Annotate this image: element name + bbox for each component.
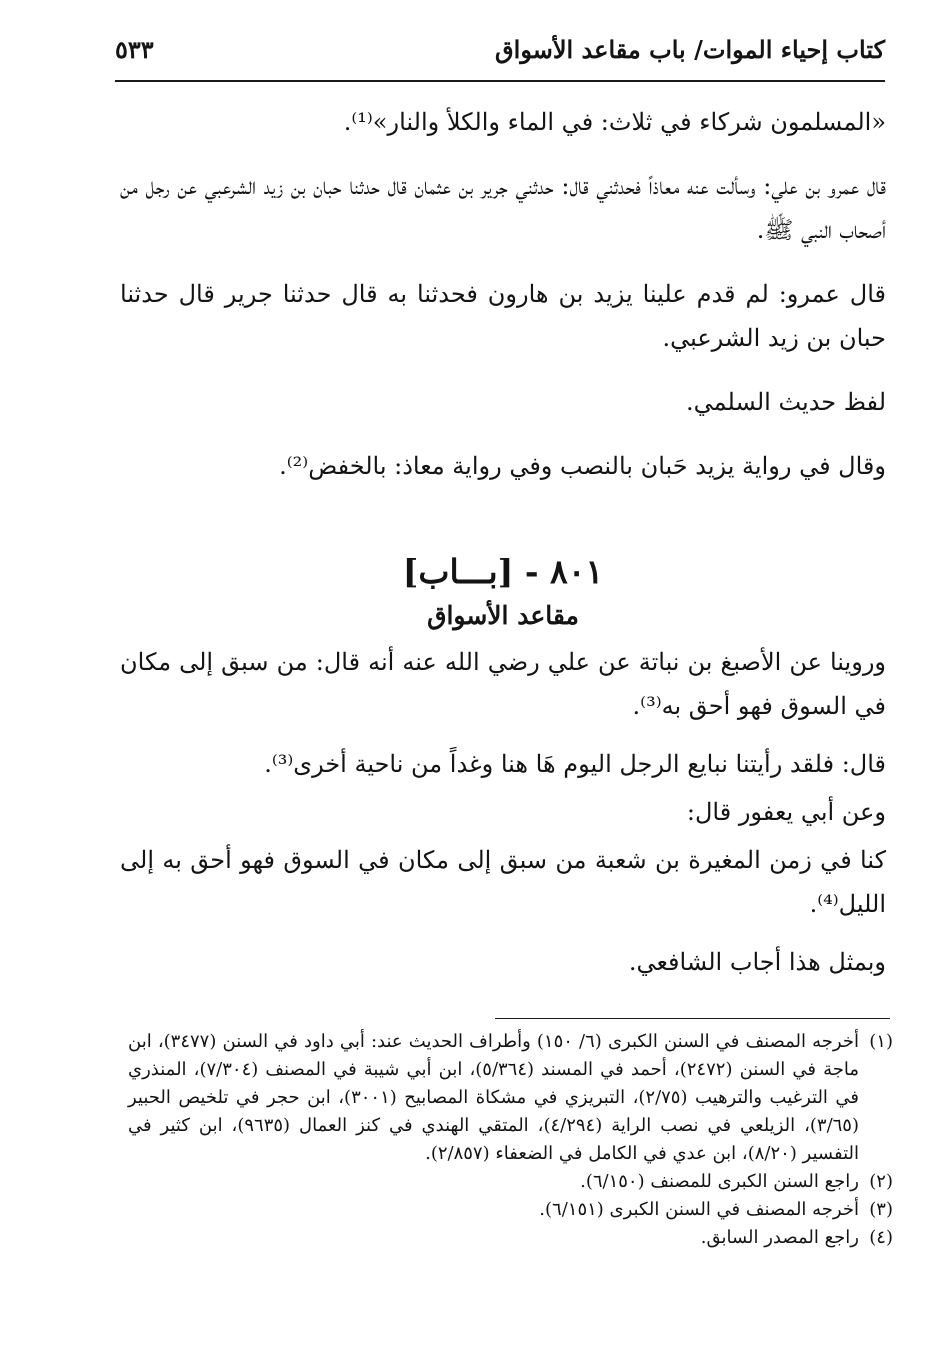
main-text xyxy=(120,100,886,984)
footnote-item xyxy=(128,1196,893,1224)
paragraph-vocalization-note: وقال في رواية يزيد حَبان بالنصب وفي رواية معاذ: بالخفض⁽²⁾. xyxy=(279,452,886,480)
paragraph-amr-isnad: قال عمرو بن علي: وسألت عنه معاذاً فحدثني قال: حدثني جرير بن عثمان قال حدثنا حبان بن زيد الشرعبي عن رجل من أصحاب النبي ﷺ. xyxy=(120,172,886,244)
footnote-item xyxy=(128,1028,893,1168)
paragraph-wording-note: لفظ حديث السلمي. xyxy=(685,388,886,416)
footnote-item xyxy=(128,1224,893,1252)
footnote-number: (١) xyxy=(869,1031,893,1052)
chapter-subtitle: مقاعد الأسواق xyxy=(427,601,579,630)
paragraph-abu-yafur-intro: وعن أبي يعفور قال: xyxy=(686,798,886,826)
footnote-rule xyxy=(495,1018,890,1019)
footnote-number: (٢) xyxy=(869,1171,893,1192)
running-header xyxy=(115,30,885,70)
footnote-text: أخرجه المصنف في السنن الكبرى (٦/١٥١). xyxy=(539,1199,859,1220)
footnote-text: راجع السنن الكبرى للمصنف (٦/١٥٠). xyxy=(580,1171,859,1192)
header-rule xyxy=(115,80,885,82)
footnote-item xyxy=(128,1168,893,1196)
footnote-number: (٤) xyxy=(869,1227,893,1248)
footnote-text: راجع المصدر السابق. xyxy=(700,1227,859,1248)
footnotes xyxy=(128,1028,893,1252)
footnote-text: أخرجه المصنف في السنن الكبرى (٦/ ١٥٠) وأطراف الحديث عند: أبي داود في السنن (٣٤٧٧)، ابن ماجة في السنن (٢٤٧٢)، أحمد في المسند (٥/٣٦٤)، ابن أبي شيبة في المصنف (٧/٣٠٤)، المنذري في الترغيب والترهيب (٢/٧٥)، التبريزي في مشكاة المصابيح (٣٠٠١)، ابن حجر في تلخيص الحبير (٣/٦٥)، الزيلعي في نصب الراية (٤/٢٩٤)، المتقي الهندي في كنز العمال (٩٦٣٥)، ابن كثير في التفسير (٨/٢٠)، ابن عدي في الكامل في الضعفاء (٢/٨٥٧). xyxy=(128,1031,860,1164)
page-number: ٥٣٣ xyxy=(115,35,154,64)
paragraph-shafii-note: وبمثل هذا أجاب الشافعي. xyxy=(628,948,886,976)
paragraph-asbagh-report: وروينا عن الأصبغ بن نباتة عن علي رضي الله عنه أنه قال: من سبق إلى مكان في السوق فهو أحق به⁽³⁾. xyxy=(120,648,886,720)
footnote-number: (٣) xyxy=(869,1199,893,1220)
running-title: كتاب إحياء الموات/ باب مقاعد الأسواق xyxy=(495,35,885,64)
chapter-heading: ٨٠١ - [بـــاب] xyxy=(402,552,604,591)
paragraph-hadith-quote: «المسلمون شركاء في ثلاث: في الماء والكلأ والنار»⁽¹⁾. xyxy=(343,108,886,136)
paragraph-yazid-isnad: قال عمرو: لم قدم علينا يزيد بن هارون فحدثنا به قال حدثنا جرير قال حدثنا حبان بن زيد الشرعبي. xyxy=(120,280,886,352)
paragraph-mughira-report: كنا في زمن المغيرة بن شعبة من سبق إلى مكان في السوق فهو أحق به إلى الليل⁽⁴⁾. xyxy=(120,846,886,918)
paragraph-market-report: قال: فلقد رأيتنا نبايع الرجل اليوم هَا هنا وغداً من ناحية أخرى⁽³⁾. xyxy=(264,750,886,778)
